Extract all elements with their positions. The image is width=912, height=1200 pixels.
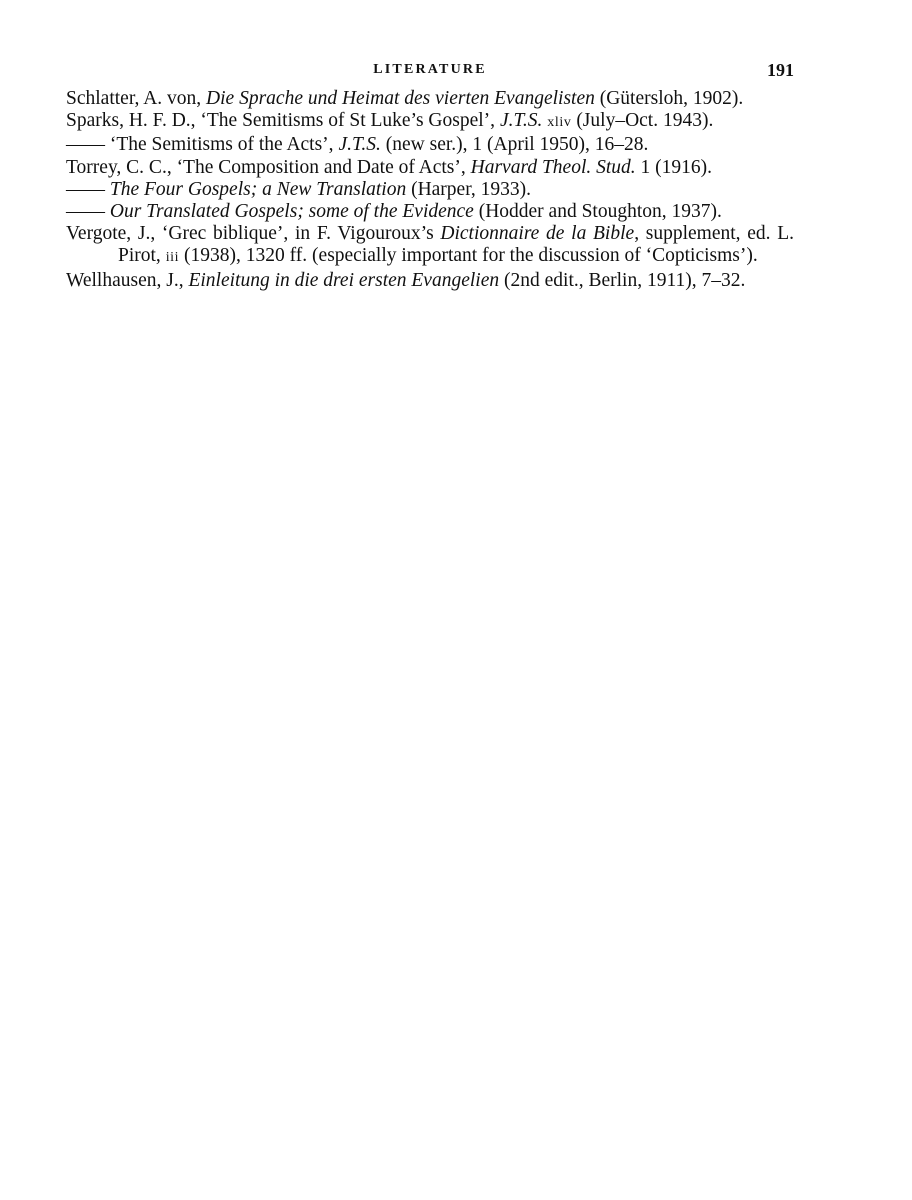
bibliography-entry: Schlatter, A. von, Die Sprache und Heimat des vierten Evangelisten (Gütersloh, 1902). [66,88,744,109]
journal-title: Harvard Theol. Stud. [470,156,636,178]
bibliography-entry: —— ‘The Semitisms of the Acts’, J.T.S. (new ser.), 1 (April 1950), 16–28. [66,134,649,156]
work-title: Die Sprache und Heimat des vierten Evangelisten [206,88,595,109]
bibliography-entry: Sparks, H. F. D., ‘The Semitisms of St Luke’s Gospel’, J.T.S. xliv (July–Oct. 1943). [66,110,714,132]
journal-title: J.T.S. [338,134,381,156]
bibliography-entry: Vergote, J., ‘Grec biblique’, in F. Vigouroux’s Dictionnaire de la Bible, supplement, ed. L. Pirot, iii (1938), 1320 ff. (especially important for the discussion of ‘Copticisms’). [66,223,795,267]
work-title: Our Translated Gospels; some of the Evidence [109,201,474,223]
running-title: LITERATURE [373,62,487,77]
page [66,60,794,292]
volume-number: iii [165,250,180,266]
page-number: 191 [767,60,794,80]
bibliography-entry: Wellhausen, J., Einleitung in die drei ersten Evangelien (2nd edit., Berlin, 1911), 7–32. [66,269,746,291]
work-title: The Four Gospels; a New Translation [109,178,407,200]
running-head [66,60,794,88]
journal-title: J.T.S. [499,110,543,132]
bibliography-list [66,88,794,292]
bibliography-entry: —— The Four Gospels; a New Translation (Harper, 1933). [66,178,532,200]
volume-number: xliv [547,115,572,131]
work-title: Dictionnaire de la Bible [440,223,635,245]
work-title: Einleitung in die drei ersten Evangelien [188,269,500,291]
bibliography-entry: Torrey, C. C., ‘The Composition and Date of Acts’, Harvard Theol. Stud. 1 (1916). [66,156,713,178]
bibliography-entry: —— Our Translated Gospels; some of the Evidence (Hodder and Stoughton, 1937). [66,201,722,223]
